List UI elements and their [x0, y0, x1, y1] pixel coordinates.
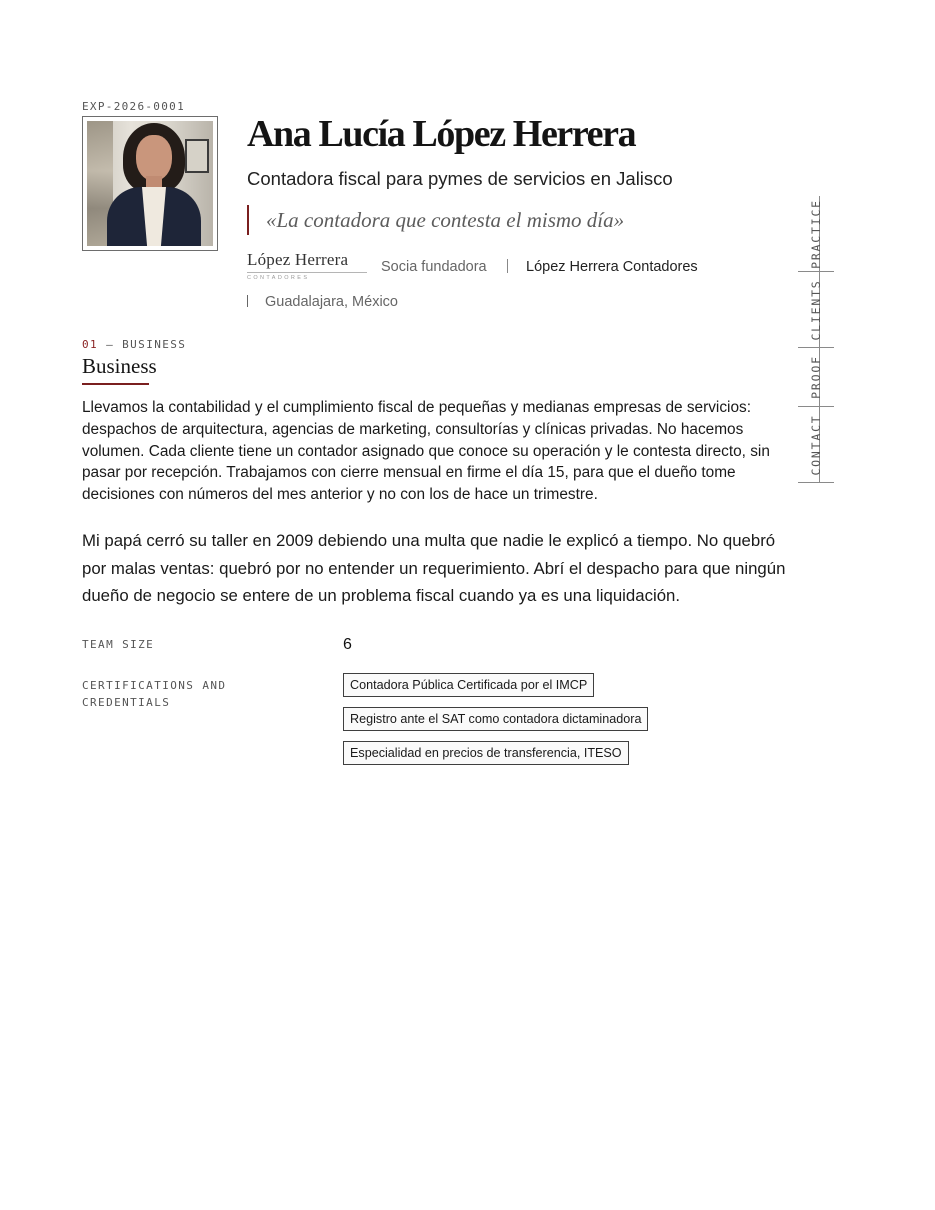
company-logo: [247, 250, 367, 281]
record-id: EXP-2026-0001: [82, 100, 185, 113]
profile-location: Guadalajara, México: [265, 294, 398, 310]
logo-subline: CONTADORES: [247, 275, 310, 281]
nav-contact-label: CONTACT: [809, 413, 823, 476]
side-navigation: [798, 196, 834, 483]
profile-subtitle: Contadora fiscal para pymes de servicios en Jalisco: [247, 168, 673, 189]
section-eyebrow: [82, 338, 186, 351]
section-title: Business: [82, 354, 157, 378]
nav-practice[interactable]: [798, 196, 834, 272]
section-label: BUSINESS: [122, 338, 187, 351]
divider: [247, 295, 248, 307]
certification-badge: Registro ante el SAT como contadora dictaminadora: [343, 707, 648, 731]
team-size-label: TEAM SIZE: [82, 638, 155, 651]
team-size-value: 6: [343, 636, 352, 653]
nav-proof-label: PROOF: [809, 355, 823, 399]
certifications-list: [343, 673, 648, 775]
certification-badge: Contadora Pública Certificada por el IMCP: [343, 673, 594, 697]
company-name: López Herrera Contadores: [526, 259, 698, 275]
logo-wordmark: López Herrera: [247, 250, 367, 273]
founder-story: Mi papá cerró su taller en 2009 debiendo una multa que nadie le explicó a tiempo. No quebró por malas ventas: quebró por no entender un requerimiento. Abrí el despacho para que ningún dueño de negocio se entere de un problema fiscal cuando ya es una liquidación.: [82, 531, 786, 606]
nav-practice-label: PRACTICE: [809, 198, 823, 269]
section-underline: [82, 383, 149, 385]
section-dash: —: [106, 338, 115, 351]
certification-badge: Especialidad en precios de transferencia, ITESO: [343, 741, 629, 765]
profile-tagline: «La contadora que contesta el mismo día»: [247, 205, 624, 235]
nav-clients[interactable]: [798, 272, 834, 348]
business-description: Llevamos la contabilidad y el cumplimiento fiscal de pequeñas y medianas empresas de servicios: despachos de arquitectura, agencias de marketing, consultorías y clínicas privadas. No hacemos volumen. Cada cliente tiene un contador asignado que conoce su operación y le contesta directo, sin pasar por recepción. Trabajamos con cierre mensual en firme el día 15, para que el dueño tome decisiones con números del mes anterior y no con los de hace un trimestre.: [82, 399, 770, 504]
profile-name: Ana Lucía López Herrera: [247, 113, 636, 155]
divider: [507, 259, 508, 273]
profile-photo: [82, 116, 218, 251]
section-number: 01: [82, 338, 99, 351]
profile-role: Socia fundadora: [381, 259, 487, 275]
portrait-image: [87, 121, 213, 246]
nav-contact[interactable]: [798, 407, 834, 483]
certifications-label: CERTIFICATIONS AND CREDENTIALS: [82, 679, 227, 709]
nav-proof[interactable]: [798, 348, 834, 407]
nav-clients-label: CLIENTS: [809, 278, 823, 341]
